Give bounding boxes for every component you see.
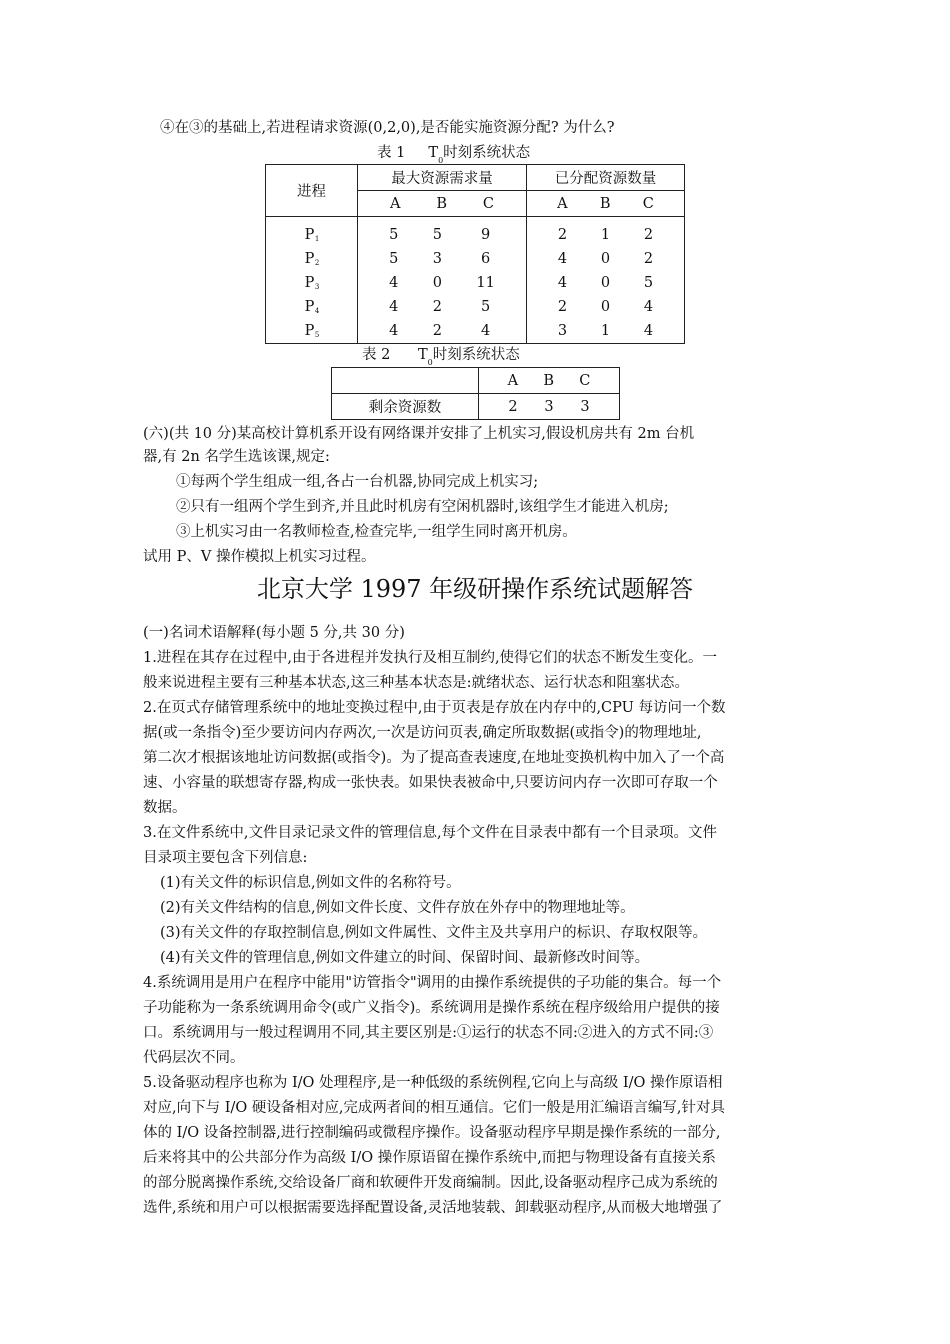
table2-values bbox=[479, 394, 620, 420]
answer-5-line2: 对应,向下与 I/O 硬设备相对应,完成两者间的相互通信。它们一般是用汇编语言编写,针对具 bbox=[143, 1100, 726, 1116]
table1-alloc-subheader bbox=[527, 191, 685, 217]
table-cell: 4 bbox=[389, 275, 399, 291]
table-cell: 4 bbox=[643, 323, 654, 339]
table2-caption-prefix: 表 2 bbox=[362, 347, 391, 363]
answer-3-item3: (3)有关文件的存取控制信息,例如文件属性、文件主及共享用户的标识、存取权限等。 bbox=[160, 925, 708, 941]
table-cell: 11 bbox=[476, 275, 495, 291]
table-cell: 4 bbox=[643, 299, 654, 315]
table-cell: 5 bbox=[389, 251, 399, 267]
process-letter: P bbox=[304, 323, 315, 339]
table2-row-label: 剩余资源数 bbox=[332, 394, 479, 420]
table-cell: 4 bbox=[557, 275, 568, 291]
q6-rule3: ③上机实习由一名教师检查,检查完毕,一组学生同时离开机房。 bbox=[176, 524, 577, 540]
table-cell: 2 bbox=[643, 251, 654, 267]
answer-1-line1: 1.进程在其存在过程中,由于各进程并发执行及相互制约,使得它们的状态不断发生变化。一 bbox=[143, 650, 718, 666]
table1-caption-prefix: 表 1 bbox=[377, 145, 406, 161]
table-cell: 3 bbox=[432, 251, 442, 267]
table1-process-header: 进程 bbox=[266, 165, 358, 217]
table2-val-b: 3 bbox=[544, 398, 554, 415]
answer-5-line1: 5.设备驱动程序也称为 I/O 处理程序,是一种低级的系统例程,它向上与高级 I/O 操作原语相 bbox=[143, 1075, 723, 1091]
table-cell: 4 bbox=[389, 299, 399, 315]
table2-header-abc bbox=[479, 368, 620, 394]
process-subscript: 2 bbox=[314, 259, 320, 267]
question-4-line: ④在③的基础上,若进程请求资源(0,2,0),是否能实施资源分配? 为什么? bbox=[160, 120, 615, 136]
answer-3-item2: (2)有关文件结构的信息,例如文件长度、文件存放在外存中的物理地址等。 bbox=[160, 900, 635, 916]
table2-col-b: B bbox=[543, 372, 555, 389]
answer-2-line1: 2.在页式存储管理系统中的地址变换过程中,由于页表是存放在内存中的,CPU 每访问一个数 bbox=[143, 700, 726, 716]
table-cell: 0 bbox=[600, 275, 611, 291]
table2-col-a: A bbox=[507, 372, 519, 389]
q6-rule2: ②只有一组两个学生到齐,并且此时机房有空闲机器时,该组学生才能进入机房; bbox=[176, 499, 669, 515]
subheader-c: C bbox=[642, 195, 654, 212]
table2-val-c: 3 bbox=[580, 398, 590, 415]
table2-caption-t: T bbox=[418, 347, 428, 363]
process-label bbox=[304, 223, 320, 247]
answer-3-line1: 3.在文件系统中,文件目录记录文件的管理信息,每个文件在目录表中都有一个目录项。文件 bbox=[143, 825, 718, 841]
table1-caption-sub: 0 bbox=[438, 156, 444, 165]
table2-val-a: 2 bbox=[508, 398, 518, 415]
table1-alloc-values bbox=[527, 217, 685, 344]
table-cell: 2 bbox=[643, 227, 654, 243]
table-cell: 5 bbox=[389, 227, 399, 243]
answer-1-line2: 般来说进程主要有三种基本状态,这三种基本状态是:就绪状态、运行状态和阻塞状态。 bbox=[143, 675, 689, 691]
answer-4-line1: 4.系统调用是用户在程序中能用"访管指令"调用的由操作系统提供的子功能的集合。每一个 bbox=[143, 975, 722, 991]
table1-process-column bbox=[266, 217, 358, 344]
page-title: 北京大学 1997 年级研操作系统试题解答 bbox=[256, 575, 694, 603]
table-cell: 1 bbox=[600, 227, 611, 243]
table-cell: 0 bbox=[432, 275, 442, 291]
process-letter: P bbox=[304, 299, 315, 315]
table1 bbox=[265, 164, 685, 344]
process-letter: P bbox=[304, 275, 315, 291]
process-letter: P bbox=[304, 227, 315, 243]
table-cell: 3 bbox=[557, 323, 568, 339]
subheader-a: A bbox=[389, 195, 401, 212]
q6-line1: (六)(共 10 分)某高校计算机系开设有网络课并安排了上机实习,假设机房共有 2m 台机 bbox=[143, 426, 695, 442]
table2-caption-sub: 0 bbox=[427, 358, 433, 367]
process-letter: P bbox=[304, 251, 315, 267]
answer-2-line4: 速、小容量的联想寄存器,构成一张快表。如果快表被命中,只要访问内存一次即可存取一个 bbox=[143, 775, 718, 791]
table1-alloc-header: 已分配资源数量 bbox=[527, 165, 685, 191]
table-cell: 2 bbox=[557, 227, 568, 243]
answer-2-line3: 第二次才根据该地址访问数据(或指令)。为了提高查表速度,在地址变换机构中加入了一个高 bbox=[143, 750, 725, 766]
table-cell: 2 bbox=[432, 323, 442, 339]
process-label bbox=[304, 247, 320, 271]
subheader-b: B bbox=[436, 195, 447, 212]
table-cell: 0 bbox=[600, 251, 611, 267]
table2 bbox=[331, 367, 620, 420]
process-subscript: 4 bbox=[314, 307, 320, 315]
q6-rule1: ①每两个学生组成一组,各占一台机器,协同完成上机实习; bbox=[176, 474, 539, 490]
table-cell: 1 bbox=[600, 323, 611, 339]
subheader-b: B bbox=[599, 195, 611, 212]
process-subscript: 3 bbox=[314, 283, 320, 291]
table2-col-c: C bbox=[579, 372, 591, 389]
table-cell: 4 bbox=[389, 323, 399, 339]
table-cell: 5 bbox=[643, 275, 654, 291]
table-cell: 5 bbox=[480, 299, 491, 315]
answer-5-line3: 体的 I/O 设备控制器,进行控制编码或微程序操作。设备驱动程序早期是操作系统的一部分, bbox=[143, 1125, 721, 1141]
answer-5-line5: 的部分脱离操作系统,交给设备厂商和软硬件开发商编制。因此,设备驱动程序己成为系统的 bbox=[143, 1175, 718, 1191]
answer-4-line2: 子功能称为一条系统调用命令(或广义指令)。系统调用是操作系统在程序级给用户提供的接 bbox=[143, 1000, 720, 1016]
answer-5-line4: 后来将其中的公共部分作为高级 I/O 操作原语留在操作系统中,而把与物理设备有直接关系 bbox=[143, 1150, 716, 1166]
table1-max-values bbox=[358, 217, 527, 344]
process-subscript: 5 bbox=[314, 331, 320, 339]
process-label bbox=[304, 319, 320, 343]
answer-4-line4: 代码层次不同。 bbox=[143, 1050, 245, 1066]
table1-max-subheader bbox=[358, 191, 527, 217]
answer-5-line6: 选件,系统和用户可以根据需要选择配置设备,灵活地装载、卸载驱动程序,从而极大地增强了 bbox=[143, 1200, 723, 1216]
table-cell: 4 bbox=[557, 251, 568, 267]
process-label bbox=[304, 295, 320, 319]
answer-3-line2: 目录项主要包含下列信息: bbox=[143, 850, 308, 866]
q6-line2: 器,有 2n 名学生选该课,规定: bbox=[143, 449, 330, 465]
table-cell: 9 bbox=[480, 227, 491, 243]
table-cell: 6 bbox=[480, 251, 491, 267]
process-label bbox=[304, 271, 320, 295]
table-cell: 2 bbox=[557, 299, 568, 315]
table-cell: 2 bbox=[432, 299, 442, 315]
table1-caption-t: T bbox=[428, 145, 439, 161]
table1-caption-suffix: 时刻系统状态 bbox=[443, 145, 531, 161]
answer-3-item4: (4)有关文件的管理信息,例如文件建立的时间、保留时间、最新修改时间等。 bbox=[160, 950, 650, 966]
answer-4-line3: 口。系统调用与一般过程调用不同,其主要区别是:①运行的状态不同:②进入的方式不同:③ bbox=[143, 1025, 714, 1041]
table2-empty-header bbox=[332, 368, 479, 394]
subheader-c: C bbox=[482, 195, 495, 212]
section-heading: (一)名词术语解释(每小题 5 分,共 30 分) bbox=[143, 625, 405, 641]
process-subscript: 1 bbox=[314, 235, 320, 243]
table-cell: 0 bbox=[600, 299, 611, 315]
subheader-a: A bbox=[557, 195, 568, 212]
q6-line3: 试用 P、V 操作模拟上机实习过程。 bbox=[143, 549, 376, 565]
table1-max-header: 最大资源需求量 bbox=[358, 165, 527, 191]
table-cell: 4 bbox=[480, 323, 491, 339]
answer-2-line2: 据(或一条指令)至少要访问内存两次,一次是访问页表,确定所取数据(或指令)的物理地址, bbox=[143, 725, 702, 741]
table2-caption-suffix: 时刻系统状态 bbox=[432, 347, 520, 363]
table-cell: 5 bbox=[432, 227, 442, 243]
answer-3-item1: (1)有关文件的标识信息,例如文件的名称符号。 bbox=[160, 875, 461, 891]
answer-2-line5: 数据。 bbox=[143, 800, 187, 816]
